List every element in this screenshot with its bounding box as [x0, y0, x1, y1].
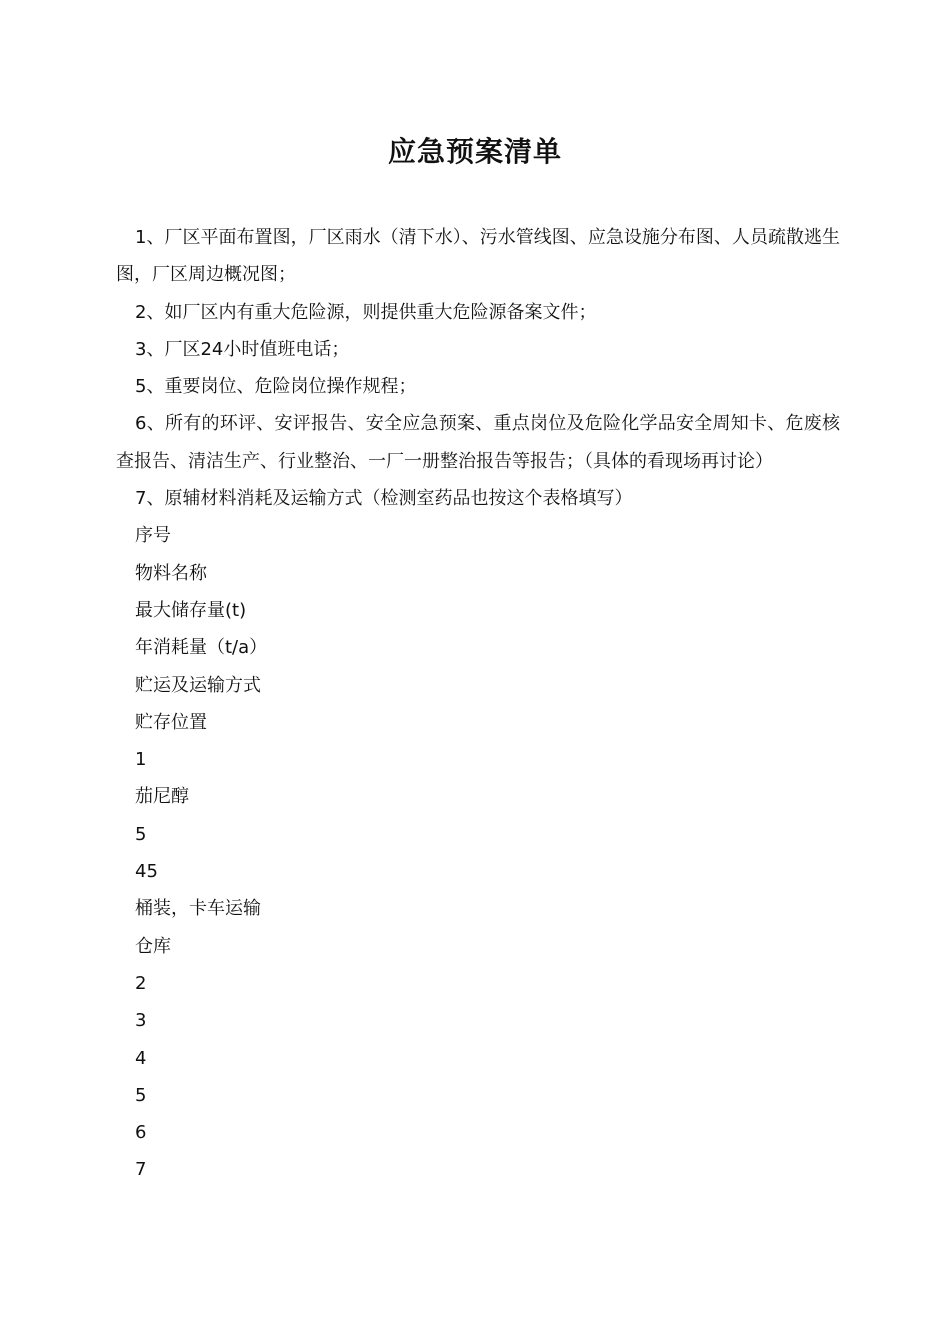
- table-row-number: 6: [135, 1122, 147, 1144]
- table-cell: 1: [135, 749, 147, 771]
- document-body: [116, 219, 840, 1189]
- table-header-cell: 序号: [135, 525, 171, 547]
- table-header-cell: 年消耗量（t/a）: [135, 637, 268, 659]
- table-header-cell: 贮存位置: [135, 711, 207, 733]
- list-item: 5、重要岗位、危险岗位操作规程；: [135, 376, 417, 398]
- list-item: 1、厂区平面布置图，厂区雨水（清下水）、污水管线图、应急设施分布图、人员疏散逃生图，厂区周边概况图；: [116, 227, 840, 286]
- table-header-cell: 最大储存量(t): [135, 599, 247, 621]
- table-row-number: 7: [135, 1159, 147, 1181]
- list-item: 6、所有的环评、安评报告、安全应急预案、重点岗位及危险化学品安全周知卡、危废核查报告、清洁生产、行业整治、一厂一册整治报告等报告；（具体的看现场再讨论）: [116, 413, 840, 472]
- document-title: 应急预案清单: [387, 135, 562, 168]
- list-item: 2、如厂区内有重大危险源，则提供重大危险源备案文件；: [135, 301, 597, 323]
- table-row-number: 2: [135, 972, 147, 994]
- table-cell: 5: [135, 823, 147, 845]
- table-cell: 桶装，卡车运输: [135, 898, 261, 920]
- table-row-number: 4: [135, 1047, 147, 1069]
- list-item: 3、厂区24小时值班电话；: [135, 338, 350, 360]
- table-header-cell: 贮运及运输方式: [135, 674, 261, 696]
- table-row-number: 3: [135, 1010, 147, 1032]
- table-header-cell: 物料名称: [135, 562, 207, 584]
- table-cell: 45: [135, 861, 158, 883]
- table-cell: 茄尼醇: [135, 786, 189, 808]
- table-cell: 仓库: [135, 935, 171, 957]
- list-item: 7、原辅材料消耗及运输方式（检测室药品也按这个表格填写）: [135, 488, 633, 510]
- table-row-number: 5: [135, 1084, 147, 1106]
